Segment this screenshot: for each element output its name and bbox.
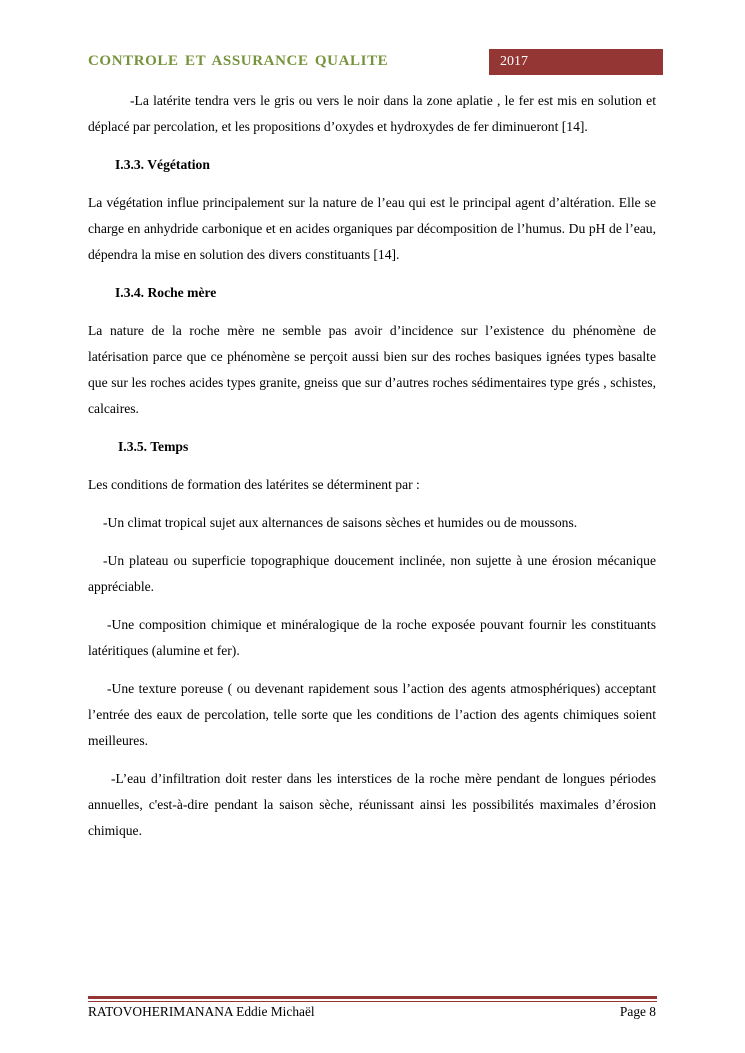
paragraph-conditions-intro: Les conditions de formation des latérites se déterminent par : xyxy=(88,477,420,492)
paragraph-condition-eau: -L’eau d’infiltration doit rester dans les interstices de la roche mère pendant de longues périodes annuelles, c'est-à-dire pendant la saison sèche, réunissant ainsi les possibilités maximales d’érosion chimique. xyxy=(88,771,656,838)
footer-page-number: Page 8 xyxy=(619,1004,656,1019)
paragraph-condition-climat: -Un climat tropical sujet aux alternances de saisons sèches et humides ou de moussons. xyxy=(103,515,578,530)
paragraph-condition-texture: -Une texture poreuse ( ou devenant rapidement sous l’action des agents atmosphériques) acceptant l’entrée des eaux de percolation, telle sorte que les conditions de l’action des agents chimiques soient meilleures. xyxy=(88,681,656,748)
document-body xyxy=(88,88,656,844)
heading-vegetation: I.3.3. Végétation xyxy=(115,157,210,172)
header-year-badge: 2017 xyxy=(489,49,663,75)
paragraph-condition-plateau: -Un plateau ou superficie topographique doucement inclinée, non sujette à une érosion mécanique appréciable. xyxy=(88,553,656,594)
footer-rule-thick xyxy=(88,996,657,999)
paragraph-roche-mere: La nature de la roche mère ne semble pas avoir d’incidence sur l’existence du phénomène de latérisation parce que ce phénomène se perçoit aussi bien sur des roches basiques ignées types basalte que sur les roches acides types granite, gneiss que sur d’autres roches sédimentaires type grés , schistes, calcaires. xyxy=(88,323,656,416)
heading-temps: I.3.5. Temps xyxy=(118,439,189,454)
heading-roche-mere: I.3.4. Roche mère xyxy=(115,285,217,300)
paragraph-condition-composition: -Une composition chimique et minéralogique de la roche exposée pouvant fournir les constituants latéritiques (alumine et fer). xyxy=(88,617,656,658)
footer-rule-thin xyxy=(88,1001,657,1002)
footer-author: RATOVOHERIMANANA Eddie Michaël xyxy=(88,1004,315,1019)
paragraph-vegetation: La végétation influe principalement sur la nature de l’eau qui est le principal agent d’altération. Elle se charge en anhydride carbonique et en acides organiques par décomposition de l’humus. Du pH de l’eau, dépendra la mise en solution des divers constituants [14]. xyxy=(88,195,656,262)
paragraph-laterite-color: -La latérite tendra vers le gris ou vers le noir dans la zone aplatie , le fer est mis en solution et déplacé par percolation, et les propositions d’oxydes et hydroxydes de fer diminueront [14]. xyxy=(88,93,656,134)
header-title: CONTROLE ET ASSURANCE QUALITE xyxy=(88,53,389,69)
